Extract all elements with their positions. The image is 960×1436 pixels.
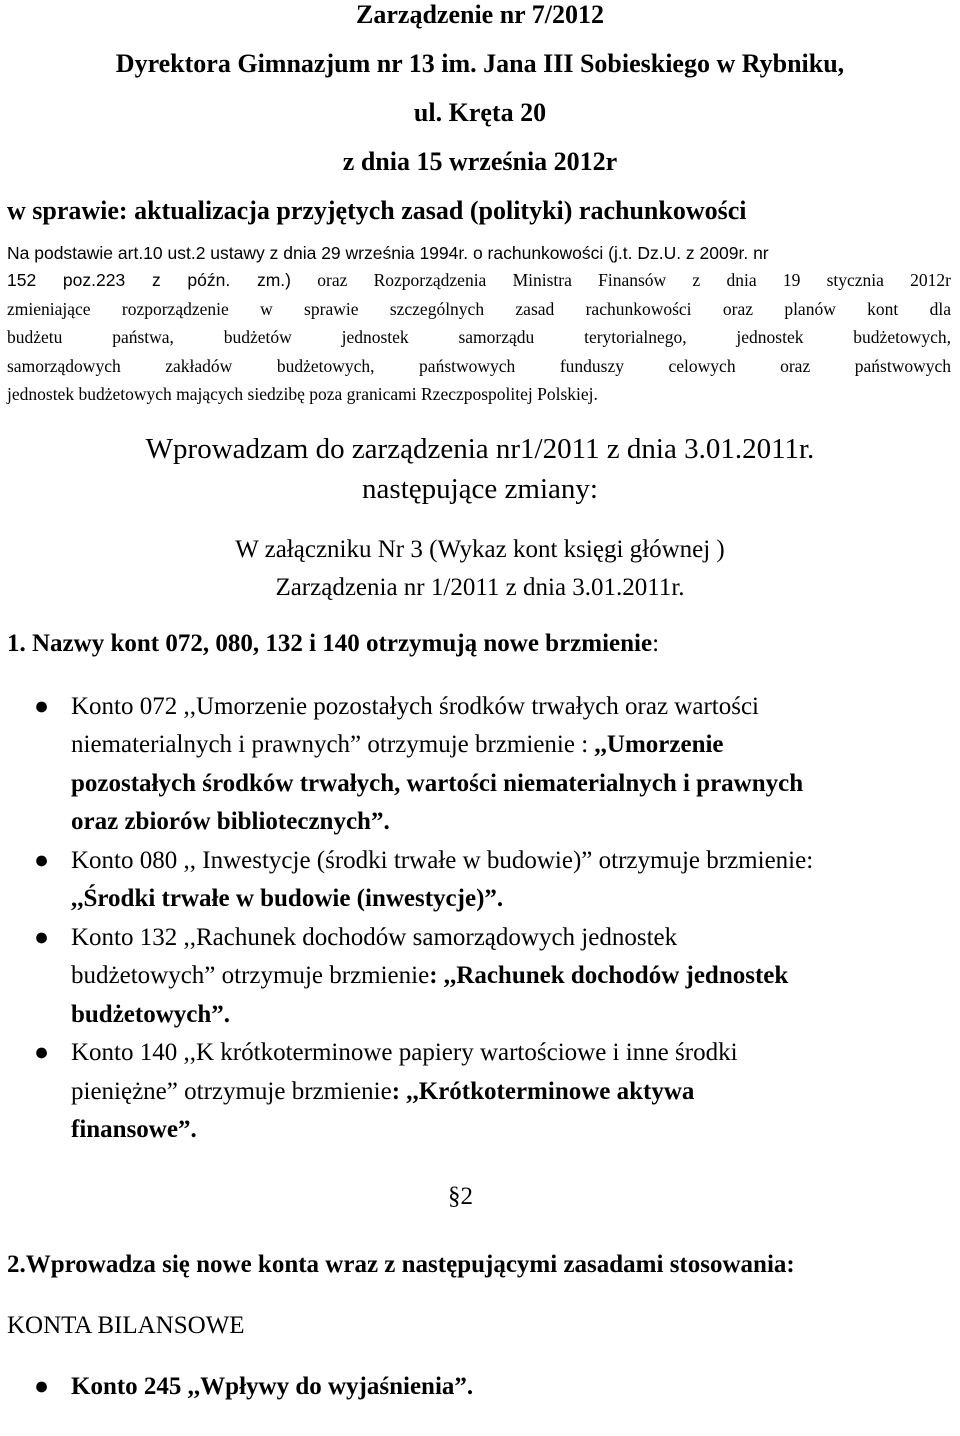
- section-1-heading: [0, 625, 960, 663]
- item-text: niematerialnych i prawnych” otrzymuje brzmienie :: [71, 731, 595, 758]
- item-bold-text: budżetowych”.: [71, 1000, 231, 1028]
- item-line: [71, 842, 940, 881]
- preamble: [0, 240, 960, 409]
- item-bold-text: pozostałych środków trwałych, wartości niematerialnych i prawnych: [71, 769, 804, 797]
- document-header: [0, 0, 960, 235]
- preamble-line-3: zmieniające rozporządzenie w sprawie szczególnych zasad rachunkowości oraz planów kont dla: [7, 298, 951, 319]
- item-line: [71, 1034, 940, 1073]
- item-line: [71, 726, 940, 765]
- item-line: [71, 1111, 940, 1150]
- order-title: Zarządzenie nr 7/2012: [356, 0, 604, 29]
- item-bold-text: oraz zbiorów bibliotecznych”.: [71, 808, 390, 835]
- item-line: [71, 996, 940, 1035]
- item-line: [71, 765, 940, 804]
- list-item: [0, 1368, 960, 1407]
- date-line: z dnia 15 września 2012r: [342, 147, 618, 176]
- intro-line-4: Zarządzenia nr 1/2011 z dnia 3.01.2011r.: [275, 573, 685, 601]
- item-bold-text: : ,,Krótkoterminowe aktywa: [391, 1077, 695, 1105]
- item-line: [71, 803, 940, 842]
- list-item: [0, 919, 960, 1035]
- preamble-line-2: [7, 266, 951, 295]
- address-line: ul. Kręta 20: [413, 98, 547, 127]
- item-text: pieniężne” otrzymuje brzmienie: [71, 1077, 392, 1105]
- bullet-icon: ●: [34, 846, 50, 874]
- issuer-line: Dyrektora Gimnazjum nr 13 im. Jana III Sobieskiego w Rybniku,: [115, 49, 845, 78]
- subject-line: w sprawie: aktualizacja przyjętych zasad (polityki) rachunkowości: [7, 196, 747, 225]
- preamble-line-2-rest: oraz Rozporządzenia Ministra Finansów z dnia 19 stycznia 2012r: [291, 270, 951, 290]
- section-2-heading: [0, 1246, 960, 1284]
- preamble-line-6: jednostek budżetowych mających siedzibę poza granicami Rzeczpospolitej Polskiej.: [7, 384, 598, 404]
- list-item: [0, 1034, 960, 1150]
- list-item: [0, 842, 960, 919]
- item-bold-text: Konto 245 ,,Wpływy do wyjaśnienia”.: [71, 1372, 474, 1400]
- item-bold-text: finansowe”.: [71, 1116, 197, 1143]
- preamble-line-1: Na podstawie art.10 ust.2 ustawy z dnia 29 września 1994r. o rachunkowości (j.t. Dz.U. z 2009r. nr: [7, 243, 769, 263]
- preamble-line-2-start: 152 poz.223 z późn. zm.): [7, 270, 291, 290]
- item-line: [71, 1073, 940, 1112]
- item-text: Konto 132 ,,Rachunek dochodów samorządowych jednostek: [71, 923, 678, 951]
- intro-line-1: Wprowadzam do zarządzenia nr1/2011 z dnia 3.01.2011r.: [145, 432, 815, 465]
- section-2-subheading: KONTA BILANSOWE: [7, 1311, 245, 1339]
- section-1-title: 1. Nazwy kont 072, 080, 132 i 140 otrzymują nowe brzmienie: [7, 629, 653, 657]
- section-1-colon: :: [652, 629, 660, 657]
- bullet-icon: ●: [34, 1372, 50, 1400]
- item-line: [71, 1368, 940, 1407]
- item-text: budżetowych” otrzymuje brzmienie: [71, 962, 430, 989]
- intro-line-2: następujące zmiany:: [362, 472, 598, 505]
- item-text: Konto 140 ,,K krótkoterminowe papiery wartościowe i inne środki: [71, 1039, 738, 1066]
- item-line: [71, 880, 940, 919]
- item-text: Konto 072 ,,Umorzenie pozostałych środków trwałych oraz wartości: [71, 692, 760, 720]
- item-bold-text: ,,Umorzenie: [594, 731, 724, 758]
- item-line: [71, 688, 940, 727]
- bullet-icon: ●: [34, 692, 50, 720]
- preamble-line-5: samorządowych zakładów budżetowych, państwowych funduszy celowych oraz państwowych: [7, 355, 951, 376]
- item-bold-text: : ,,Rachunek dochodów jednostek: [429, 962, 789, 989]
- preamble-block: [0, 266, 960, 409]
- list-item: [0, 688, 960, 842]
- intro-line-3: W załączniku Nr 3 (Wykaz kont księgi głównej ): [235, 535, 725, 563]
- section-2-title: 2.Wprowadza się nowe konta wraz z następującymi zasadami stosowania:: [7, 1250, 795, 1278]
- item-bold-text: ,,Środki trwałe w budowie (inwestycje)”.: [71, 885, 504, 912]
- section-1-list: [0, 688, 960, 1150]
- bullet-icon: ●: [34, 923, 50, 951]
- item-line: [71, 919, 940, 958]
- bullet-icon: ●: [34, 1039, 50, 1066]
- preamble-line-4: budżetu państwa, budżetów jednostek samorządu terytorialnego, jednostek budżetowych,: [7, 327, 951, 347]
- section-sign: §2: [448, 1182, 473, 1210]
- item-line: [71, 957, 940, 996]
- section-2-list: [0, 1368, 960, 1407]
- item-text: Konto 080 ,, Inwestycje (środki trwałe w budowie)” otrzymuje brzmienie:: [71, 846, 814, 874]
- intro-block: [0, 427, 960, 607]
